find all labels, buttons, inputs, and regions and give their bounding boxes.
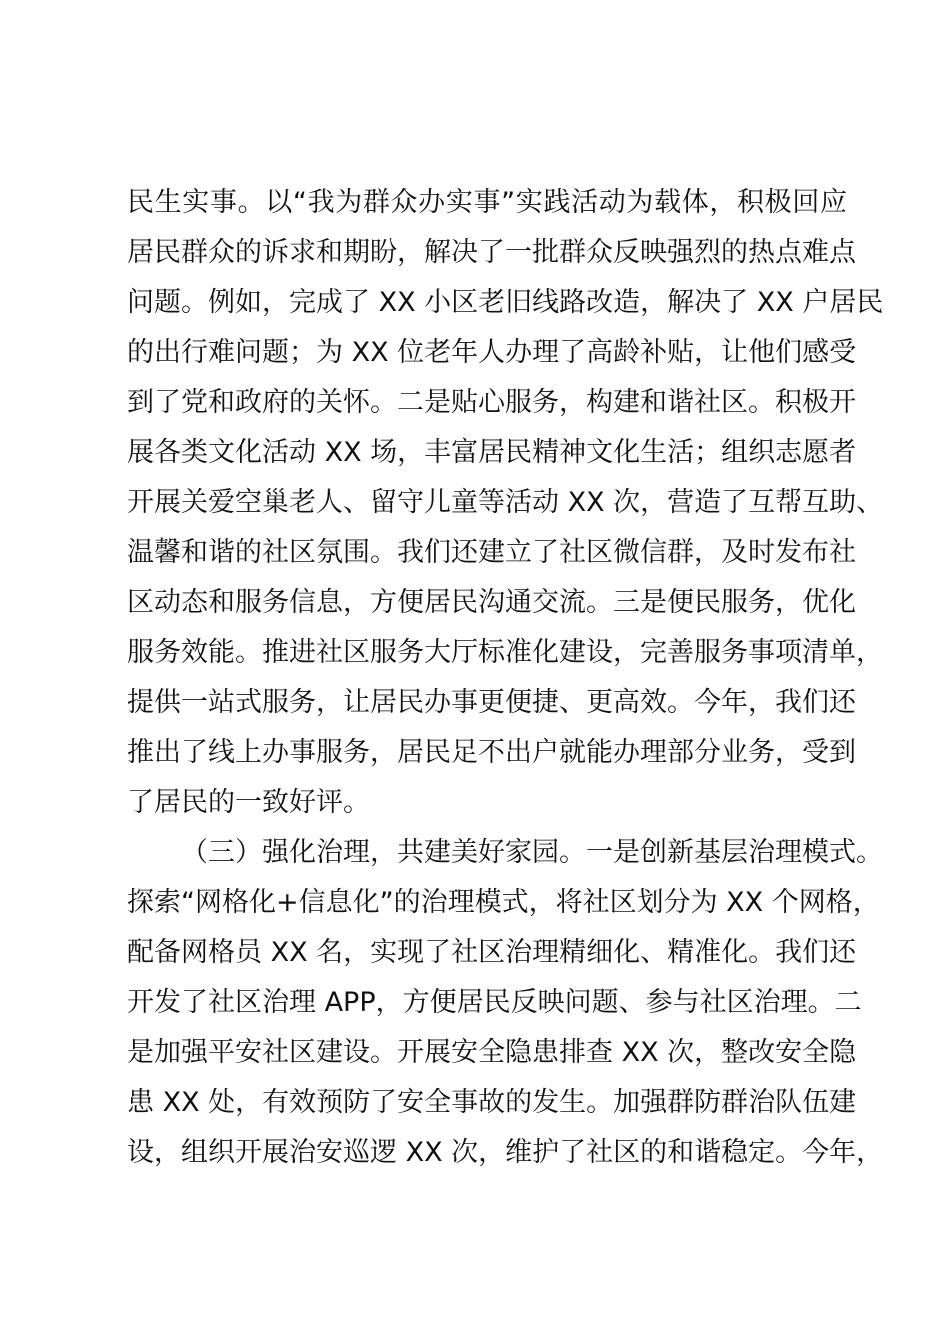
text-line: 温馨和谐的社区氛围。我们还建立了社区微信群，及时发布社 [127, 537, 856, 568]
paragraph-governance [127, 828, 884, 1178]
text-line: 配备网格员 XX 名，实现了社区治理精细化、精准化。我们还 [127, 937, 857, 968]
text-line: 推出了线上办事服务，居民足不出户就能办理部分业务，受到 [127, 737, 856, 768]
text-line: 探索“网格化+信息化”的治理模式，将社区划分为 XX 个网格， [127, 887, 880, 918]
text-line: 的出行难问题；为 XX 位老年人办理了高龄补贴，让他们感受 [127, 337, 857, 368]
text-line: 展各类文化活动 XX 场，丰富居民精神文化生活；组织志愿者 [127, 437, 857, 468]
text-line: 到了党和政府的关怀。二是贴心服务，构建和谐社区。积极开 [127, 387, 856, 418]
text-line: 设，组织开展治安巡逻 XX 次，维护了社区的和谐稳定。今年， [127, 1137, 884, 1168]
text-line: 提供一站式服务，让居民办事更便捷、更高效。今年，我们还 [127, 687, 856, 718]
text-line: 患 XX 处，有效预防了安全事故的发生。加强群防群治队伍建 [127, 1087, 857, 1118]
text-line: 民生实事。以“我为群众办实事”实践活动为载体，积极回应 [127, 187, 847, 218]
text-line: 问题。例如，完成了 XX 小区老旧线路改造，解决了 XX 户居民 [127, 287, 884, 318]
document-body [127, 178, 884, 1178]
paragraph-community-services [127, 178, 884, 828]
text-line: 是加强平安社区建设。开展安全隐患排查 XX 次，整改安全隐 [127, 1037, 857, 1068]
text-line: 服务效能。推进社区服务大厅标准化建设，完善服务事项清单， [127, 637, 883, 668]
section-heading-line: （三）强化治理，共建美好家园。一是创新基层治理模式。 [181, 837, 883, 868]
text-line: 开展关爱空巢老人、留守儿童等活动 XX 次，营造了互帮互助、 [127, 487, 884, 518]
text-line: 区动态和服务信息，方便居民沟通交流。三是便民服务，优化 [127, 587, 856, 618]
text-line: 居民群众的诉求和期盼，解决了一批群众反映强烈的热点难点 [127, 237, 856, 268]
text-line: 了居民的一致好评。 [127, 787, 370, 818]
text-line: 开发了社区治理 APP，方便居民反映问题、参与社区治理。二 [127, 987, 862, 1018]
